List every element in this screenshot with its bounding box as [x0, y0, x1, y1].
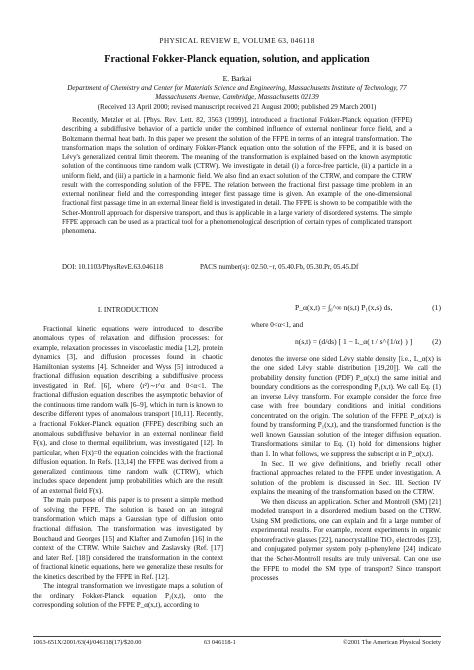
- equation-1-number: (1): [432, 303, 441, 312]
- left-column: [33, 297, 223, 611]
- footer-rule: [33, 636, 441, 637]
- equation-2: [251, 331, 441, 355]
- journal-header: PHYSICAL REVIEW E, VOLUME 63, 046118: [159, 36, 315, 45]
- intro-paragraph-3: The integral transformation we investigate maps a solution of the ordinary Fokker-Planck equation P₁(x,t), onto the corresponding solution of the FFPE P_α(x,t), according to: [33, 582, 223, 610]
- abstract: Recently, Metzler et al. [Phys. Rev. Lett. 82, 3563 (1999)], introduced a fractional Fokker-Planck equation (FFPE) describing a subdiffusive behavior of a particle under the combined influence of external nonlinear force field, and a Boltzmann thermal heat bath. In this paper we present the solution of the FFPE in terms of an integral transformation. The transformation maps the solution of ordinary Fokker-Planck equation onto the solution of the FFPE, and it is based on Lévy's generalized central limit theorem. The meaning of the transformation is explained based on the known asymptotic solution of the continuous time random walk (CTRW). We investigate in detail (i) a force-free particle, (ii) a particle in a uniform field, and (iii) a particle in a harmonic field. We also find an exact solution of the CTRW, and compare the CTRW result with the corresponding solution of the FFPE. The relation between the fractional first passage time problem in an external nonlinear field and the corresponding integer first passage time is given. An example of the one-dimensional fractional first passage time in an external linear field is investigated in detail. The FFPE is shown to be compatible with the Scher-Montroll approach for dispersive transport, and thus is applicable in a large variety of disordered systems. The simple FFPE approach can be used as a practical tool for a phenomenological description of certain types of complicated transport phenomena.: [62, 116, 412, 235]
- footer-copyright: ©2001 The American Physical Society: [342, 639, 441, 646]
- section-heading: I. INTRODUCTION: [97, 306, 159, 314]
- equation-1-body: P_α(x,t) = ∫₀^∞ n(s,t) P₁(x,s) ds,: [295, 303, 393, 312]
- right-paragraph-1: denotes the inverse one sided Lévy stable density [i.e., L_α(x) is the one sided Lévy stable distribution [19,20]]. We call the probability density function (PDF) P_α(x,t) the same initial and boundary conditions as the corresponding P₁(x,t). We call Eq. (1) an inverse Lévy transform. For example consider the force free case with free boundary conditions and initial conditions concentrated on the origin. The solution of the FFPE P_α(x,t) is found by transforming P₁(x,t), and the transformed function is the well known Gaussian solution of the integer diffusion equation. Transformations similar to Eq. (1) hold for dimensions higher than 1. In what follows, we suppress the subscript α in P_α(x,t).: [251, 354, 441, 459]
- equation-2-body: n(s,t) = (d/ds) [ 1 − L_α( t / s^{1/α} ) ]: [295, 336, 413, 346]
- pacs-numbers: PACS number(s): 02.50.−r, 05.40.Fb, 05.30.Pr, 05.45.Df: [200, 263, 359, 271]
- footer-page-number: 63 046118-1: [204, 639, 236, 646]
- equation-2-number: (2): [432, 336, 441, 346]
- right-paragraph-3: We then discuss an application. Scher and Montroll (SM) [21] modeled transport in a disordered medium based on the CTRW. Using SM predictions, one can explain and fit a large number of experimental results. For example, recent experiments in organic photorefractive glasses [22], nanocrystalline TiO₂ electrodes [23], and conjugated polymer system poly p-phenylene [24] indicate that the Scher-Montroll results are truly universal. Can one use the FFPE to model the SM type of transport? Since transport processes: [251, 497, 441, 583]
- right-paragraph-2: In Sec. II we give definitions, and briefly recall other fractional approaches related to the FFPE under investigation. A solution of the problem is discussed in Sec. III. Section IV explains the meaning of the transformation based on the CTRW.: [251, 459, 441, 497]
- right-column: [251, 297, 441, 584]
- affiliation: Department of Chemistry and Center for Materials Science and Engineering, Massachusetts Institute of Technology, 77 Massachusetts Avenue, Cambridge, Massachusetts 02139: [67, 84, 407, 102]
- doi[interactable]: DOI: 10.1103/PhysRevE.63.046118: [62, 263, 163, 271]
- intro-paragraph-2: The main purpose of this paper is to present a simple method of solving the FFPE. The solution is based on an integral transformation which maps a Gaussian type of diffusion onto fractional diffusion. The transformation was investigated by Bouchaud and Georges [15] and Klafter and Zumofen [16] in the context of the CTRW. While Saichev and Zaslavsky (Ref. [17] and later Ref. [18]) considered the transformation in the context of fractional kinetic equations, here we generalize these results for the kinetics described by the FFPE in Ref. [12].: [33, 496, 223, 581]
- author: E. Barkai: [222, 74, 252, 83]
- received-dates: (Received 13 April 2000; revised manuscript received 21 August 2000; published 29 March 2001): [97, 103, 377, 111]
- intro-paragraph-1: Fractional kinetic equations were introduced to describe anomalous types of relaxation and diffusion processes: for example, relaxation processes in viscoelastic media [1,2], protein dynamics [3], and diffusion processes found in chaotic Hamiltonian systems [4]. Schneider and Wyss [5] introduced a fractional diffusion equation describing a subdiffusive process investigated in Ref. [6], where ⟨r²⟩∼t^α and 0<α<1. The fractional diffusion equation describes the asymptotic behavior of the continuous time random walk [6–9], which in turn is known to describe different types of anomalous transport [10,11]. Recently, a fractional Fokker-Planck equation (FFPE) describing such an anomalous subdiffusive behavior in an external nonlinear field F(x), and close to thermal equilibrium, was investigated [12]. In particular, when F(x)=0 the equation coincides with the fractional diffusion equation. In Refs. [13,14] the FFPE was derived from a generalized continuous time random walk (CTRW), which includes space dependent jump probabilities which are the result of an external field F(x).: [33, 324, 223, 495]
- equation-connector: where 0<α<1, and: [251, 321, 304, 329]
- footer-issn: 1063-651X/2001/63(4)/046118(17)/$20.00: [33, 639, 142, 646]
- equation-1: [251, 297, 441, 321]
- doi-pacs-line: [62, 263, 412, 271]
- paper-title: Fractional Fokker-Planck equation, solution, and application: [104, 54, 370, 65]
